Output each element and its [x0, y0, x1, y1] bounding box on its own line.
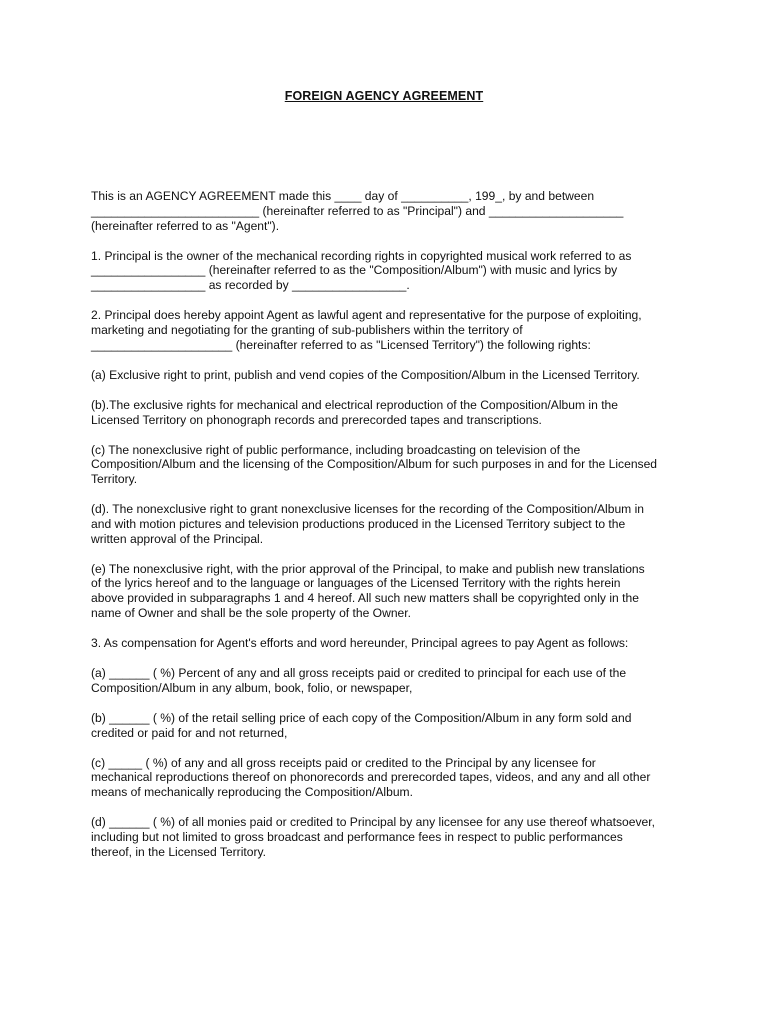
paragraph-1-ownership	[91, 249, 691, 293]
text-line: (b).The exclusive rights for mechanical and electrical reproduction of the Composition/Album in the	[91, 397, 619, 412]
text-line: Composition/Album in any album, book, folio, or newspaper,	[91, 680, 413, 695]
paragraph-3a	[91, 666, 691, 696]
text-line: (d). The nonexclusive right to grant nonexclusive licenses for the recording of the Composition/Album in	[91, 502, 645, 517]
text-line: _________________ as recorded by _________________.	[91, 278, 410, 293]
paragraph-2c	[91, 443, 691, 487]
paragraph-3-compensation	[91, 636, 691, 651]
text-line: Licensed Territory on phonograph records and prerecorded tapes and transcriptions.	[91, 412, 542, 427]
paragraph-intro	[91, 189, 691, 233]
text-line: _____________________ (hereinafter referred to as "Licensed Territory") the following rights:	[91, 337, 591, 352]
paragraph-3c	[91, 756, 691, 800]
text-line: 1. Principal is the owner of the mechanical recording rights in copyrighted musical work referred to as	[91, 248, 632, 263]
text-line: above provided in subparagraphs 1 and 4 hereof. All such new matters shall be copyrighted only in the	[91, 591, 639, 606]
text-line: thereof, in the Licensed Territory.	[91, 844, 267, 859]
text-line: written approval of the Principal.	[91, 531, 264, 546]
text-line: (e) The nonexclusive right, with the prior approval of the Principal, to make and publish new translations	[91, 561, 645, 576]
text-line: marketing and negotiating for the granting of sub-publishers within the territory of	[91, 322, 523, 337]
text-line: This is an AGENCY AGREEMENT made this ____ day of __________, 199_, by and between	[91, 189, 595, 203]
paragraph-2d	[91, 502, 691, 546]
document-title: FOREIGN AGENCY AGREEMENT	[284, 89, 484, 103]
text-line: (a) Exclusive right to print, publish and vend copies of the Composition/Album in the Licensed Territory.	[91, 367, 640, 382]
text-line: of the lyrics hereof and to the language or languages of the Licensed Territory with the rights herein	[91, 576, 621, 591]
text-line: (d) ______ ( %) of all monies paid or credited to Principal by any licensee for any use thereof whatsoever,	[91, 815, 656, 830]
text-line: including but not limited to gross broadcast and performance fees in respect to public performances	[91, 829, 623, 844]
text-line: and with motion pictures and television productions produced in the Licensed Territory subject to the	[91, 516, 626, 531]
text-line: (c) _____ ( %) of any and all gross receipts paid or credited to the Principal by any licensee for	[91, 755, 596, 770]
paragraph-3b	[91, 711, 691, 741]
text-line: means of mechanically reproducing the Composition/Album.	[91, 785, 413, 800]
text-line: 3. As compensation for Agent's efforts and word hereunder, Principal agrees to pay Agent as follows:	[91, 636, 629, 651]
text-line: (b) ______ ( %) of the retail selling price of each copy of the Composition/Album in any form sold and	[91, 710, 632, 725]
text-line: (hereinafter referred to as "Agent").	[91, 218, 280, 233]
document-body	[91, 189, 691, 875]
paragraph-2a	[91, 368, 691, 383]
text-line: Territory.	[91, 472, 138, 487]
text-line: 2. Principal does hereby appoint Agent as lawful agent and representative for the purpose of exploiting,	[91, 308, 642, 323]
paragraph-2e	[91, 562, 691, 621]
paragraph-2-appointment	[91, 308, 691, 352]
text-line: _________________________ (hereinafter referred to as "Principal") and ____________________	[91, 203, 624, 218]
text-line: _________________ (hereinafter referred to as the "Composition/Album") with music and lyrics by	[91, 263, 618, 278]
paragraph-3d	[91, 815, 691, 859]
text-line: name of Owner and shall be the sole property of the Owner.	[91, 606, 411, 621]
paragraph-2b	[91, 398, 691, 428]
text-line: credited or paid for and not returned,	[91, 725, 288, 740]
text-line: Composition/Album and the licensing of the Composition/Album for such purposes in and for the Licensed	[91, 457, 658, 472]
text-line: (c) The nonexclusive right of public performance, including broadcasting on television of the	[91, 442, 581, 457]
text-line: mechanical reproductions thereof on phonorecords and prerecorded tapes, videos, and any and all other	[91, 770, 651, 785]
text-line: (a) ______ ( %) Percent of any and all gross receipts paid or credited to principal for each use of the	[91, 666, 627, 681]
